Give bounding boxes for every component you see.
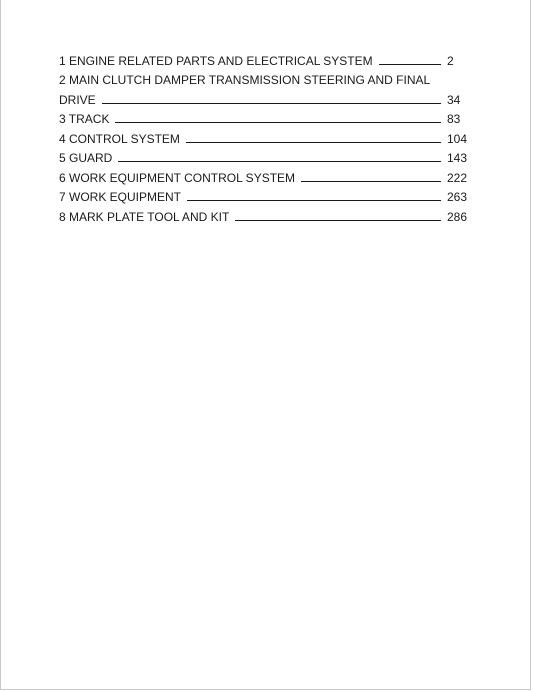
- toc-entry-page: 104: [447, 131, 468, 146]
- toc-entry-7[interactable]: [59, 185, 473, 205]
- toc-entry-title: 1 ENGINE RELATED PARTS AND ELECTRICAL SYSTEM: [59, 53, 373, 68]
- toc-entry-4[interactable]: [59, 126, 473, 146]
- table-of-contents: [59, 48, 473, 224]
- toc-entry-page: 2: [447, 53, 454, 68]
- toc-entry-2-line1[interactable]: [59, 68, 473, 88]
- dot-leader: [379, 64, 441, 65]
- dot-leader: [301, 181, 441, 182]
- toc-entry-title: 5 GUARD: [59, 151, 113, 165]
- dot-leader: [102, 103, 441, 104]
- toc-entry-8[interactable]: [59, 204, 473, 224]
- toc-entry-5[interactable]: [59, 146, 473, 166]
- dot-leader: [115, 122, 441, 123]
- toc-entry-1[interactable]: [59, 48, 473, 68]
- toc-entry-page: 34: [447, 92, 461, 107]
- toc-entry-title: 2 MAIN CLUTCH DAMPER TRANSMISSION STEERING AND FINAL: [59, 73, 431, 87]
- toc-entry-title: DRIVE: [59, 92, 96, 107]
- toc-entry-page: 286: [447, 209, 468, 224]
- toc-entry-2[interactable]: [59, 87, 473, 107]
- toc-entry-3[interactable]: [59, 107, 473, 127]
- toc-entry-6[interactable]: [59, 165, 473, 185]
- toc-entry-page: 222: [447, 170, 468, 185]
- toc-entry-title: 3 TRACK: [59, 112, 110, 126]
- toc-entry-title: 7 WORK EQUIPMENT: [59, 190, 182, 204]
- toc-entry-page: 83: [447, 112, 461, 126]
- toc-entry-title: 6 WORK EQUIPMENT CONTROL SYSTEM: [59, 170, 296, 185]
- dot-leader: [235, 220, 441, 221]
- toc-entry-page: 263: [447, 190, 468, 204]
- toc-entry-title: 4 CONTROL SYSTEM: [59, 131, 180, 146]
- toc-entry-title: 8 MARK PLATE TOOL AND KIT: [59, 209, 230, 224]
- toc-entry-page: 143: [447, 151, 468, 165]
- dot-leader: [118, 161, 441, 162]
- dot-leader: [186, 142, 441, 143]
- dot-leader: [187, 200, 441, 201]
